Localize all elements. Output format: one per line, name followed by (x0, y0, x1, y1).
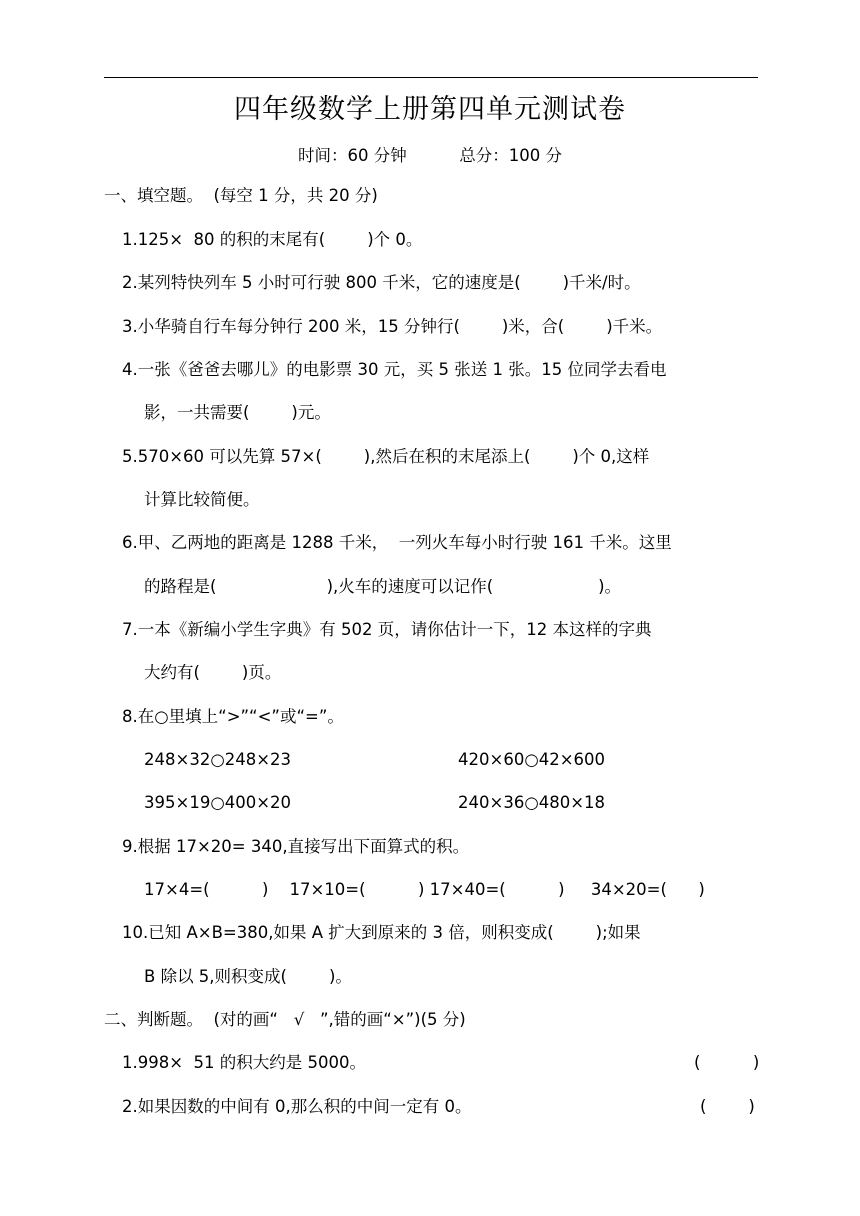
header-rule (104, 77, 758, 78)
compare-item: 240×36○480×18 (458, 793, 606, 812)
compare-item: 420×60○42×600 (458, 750, 606, 769)
question-4: 4.一张《爸爸去哪儿》的电影票 30 元，买 5 张送 1 张。15 位同学去看电 (122, 360, 667, 379)
question-2: 2.某列特快列车 5 小时可行驶 800 千米，它的速度是( )千米/时。 (122, 273, 641, 292)
question-5-continued: 计算比较简便。 (144, 490, 260, 509)
page-title: 四年级数学上册第四单元测试卷 (234, 94, 626, 125)
question-10-continued: B 除以 5,则积变成( )。 (144, 967, 352, 986)
question-6: 6.甲、乙两地的距离是 1288 千米， 一列火车每小时行驶 161 千米。这里 (122, 533, 672, 552)
judge-item-2: 2.如果因数的中间有 0,那么积的中间一定有 0。 (122, 1097, 472, 1116)
question-6-continued: 的路程是( ),火车的速度可以记作( )。 (144, 577, 622, 596)
time-score-info: 时间：60 分钟 总分：100 分 (298, 146, 562, 165)
answer-bracket: ( ) (700, 1097, 755, 1116)
judge-item-1: 1.998× 51 的积大约是 5000。 (122, 1053, 367, 1072)
question-7: 7.一本《新编小学生字典》有 502 页，请你估计一下，12 本这样的字典 (122, 620, 652, 639)
question-1: 1.125× 80 的积的末尾有( )个 0。 (122, 230, 423, 249)
section2-heading: 二、判断题。 (对的画“ √ ”,错的画“×”)(5 分) (104, 1010, 466, 1029)
compare-item: 395×19○400×20 (144, 793, 292, 812)
question-9-products: 17×4=( ) 17×10=( ) 17×40=( ) 34×20=( ) (144, 880, 705, 899)
question-4-continued: 影，一共需要( )元。 (144, 403, 331, 422)
question-5: 5.570×60 可以先算 57×( ),然后在积的末尾添上( )个 0,这样 (122, 447, 650, 466)
question-8: 8.在○里填上“>”“<”或“=”。 (122, 707, 344, 726)
section1-heading: 一、填空题。 (每空 1 分，共 20 分) (104, 186, 378, 205)
question-10: 10.已知 A×B=380,如果 A 扩大到原来的 3 倍，则积变成( );如果 (122, 923, 641, 942)
compare-item: 248×32○248×23 (144, 750, 292, 769)
question-7-continued: 大约有( )页。 (144, 663, 282, 682)
question-9: 9.根据 17×20= 340,直接写出下面算式的积。 (122, 837, 470, 856)
answer-bracket: ( ) (694, 1053, 760, 1072)
question-3: 3.小华骑自行车每分钟行 200 米，15 分钟行( )米，合( )千米。 (122, 317, 663, 336)
